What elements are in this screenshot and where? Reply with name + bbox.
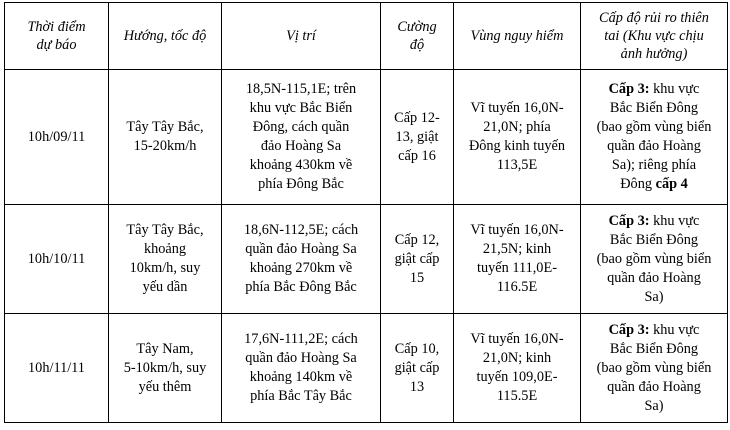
cell-position: 17,6N-111,2E; cách quần đảo Hoàng Sa khoảng 140km về phía Bắc Tây Bắc <box>222 314 381 423</box>
cell-risk <box>581 70 728 205</box>
risk-level-label: Cấp 3: <box>608 81 650 97</box>
cell-risk <box>581 205 728 314</box>
table-row <box>5 314 728 423</box>
cell-intensity: Cấp 12, giật cấp 15 <box>381 205 454 314</box>
risk-area-text: khu vực Bắc Biển Đông (bao gồm vùng biển quần đảo Hoàng Sa) <box>596 212 712 305</box>
risk-extra-label: cấp 4 <box>655 176 688 192</box>
header-intensity: Cường độ <box>381 3 454 70</box>
cell-time: 10h/11/11 <box>5 314 109 423</box>
risk-area-text: khu vực Bắc Biển Đông (bao gồm vùng biển quần đảo Hoàng Sa) <box>596 321 712 414</box>
risk-level-label: Cấp 3: <box>608 212 650 229</box>
cell-direction: Tây Tây Bắc, 15-20km/h <box>109 70 222 205</box>
table-row <box>5 205 728 314</box>
cell-direction: Tây Tây Bắc, khoảng 10km/h, suy yếu dần <box>109 205 222 314</box>
cell-position: 18,6N-112,5E; cách quần đảo Hoàng Sa khoảng 270km về phía Bắc Đông Bắc <box>222 205 381 314</box>
header-forecast-time: Thời điểm dự báo <box>5 3 109 70</box>
cell-danger-zone: Vĩ tuyến 16,0N- 21,0N; kinh tuyến 109,0E- 115.5E <box>454 314 581 423</box>
risk-area-text: khu vực Bắc Biển Đông (bao gồm vùng biển quần đảo Hoàng Sa); riêng phía Đông <box>596 81 712 192</box>
header-position: Vị trí <box>222 3 381 70</box>
cell-risk <box>581 314 728 423</box>
cell-direction: Tây Nam, 5-10km/h, suy yếu thêm <box>109 314 222 423</box>
cell-time: 10h/09/11 <box>5 70 109 205</box>
header-row <box>5 3 728 70</box>
risk-level-label: Cấp 3: <box>608 321 650 338</box>
header-direction-speed: Hướng, tốc độ <box>109 3 222 70</box>
table-row <box>5 70 728 205</box>
cell-danger-zone: Vĩ tuyến 16,0N- 21,0N; phía Đông kinh tuyến 113,5E <box>454 70 581 205</box>
forecast-table <box>4 2 728 423</box>
header-risk-level: Cấp độ rủi ro thiên tai (Khu vực chịu ảnh hưởng) <box>581 3 728 70</box>
cell-position: 18,5N-115,1E; trên khu vực Bắc Biển Đông, cách quần đảo Hoàng Sa khoảng 430km về phía Đông Bắc <box>222 70 381 205</box>
cell-intensity: Cấp 12- 13, giật cấp 16 <box>381 70 454 205</box>
header-danger-zone: Vùng nguy hiểm <box>454 3 581 70</box>
cell-danger-zone: Vĩ tuyến 16,0N- 21,5N; kinh tuyến 111,0E- 116.5E <box>454 205 581 314</box>
cell-time: 10h/10/11 <box>5 205 109 314</box>
cell-intensity: Cấp 10, giật cấp 13 <box>381 314 454 423</box>
